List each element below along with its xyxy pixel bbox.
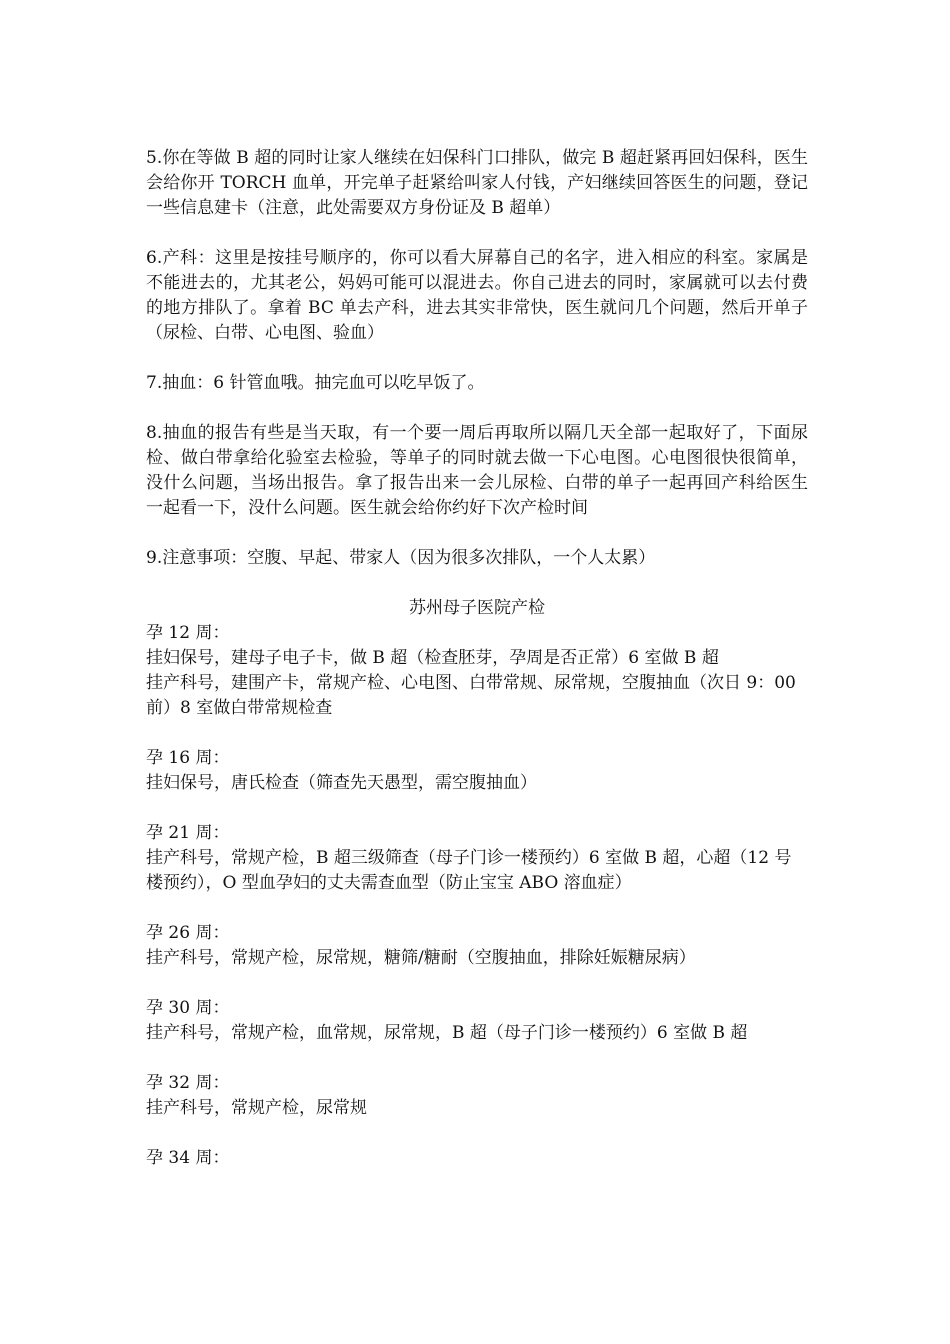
week-label: 孕 26 周： xyxy=(146,923,230,943)
week-block-30 xyxy=(146,996,808,1046)
step-paragraph-7: 7.抽血：6 针管血哦。抽完血可以吃早饭了。 xyxy=(146,373,485,393)
week-line: 挂产科号，常规产检，尿常规 xyxy=(146,1098,367,1118)
week-line: 挂产科号，常规产检，血常规，尿常规，B 超（母子门诊一楼预约）6 室做 B 超 xyxy=(146,1023,748,1043)
week-block-16 xyxy=(146,746,808,796)
week-line: 挂妇保号，建母子电子卡，做 B 超（检查胚芽，孕周是否正常）6 室做 B 超 xyxy=(146,648,719,668)
week-label: 孕 12 周： xyxy=(146,623,230,643)
week-block-32 xyxy=(146,1071,808,1121)
week-label: 孕 32 周： xyxy=(146,1073,230,1093)
week-block-12 xyxy=(146,621,808,721)
week-block-21 xyxy=(146,821,808,896)
step-paragraph-6: 6.产科：这里是按挂号顺序的，你可以看大屏幕自己的名字，进入相应的科室。家属是不能进去的，尤其老公，妈妈可能可以混进去。你自己进去的同时，家属就可以去付费的地方排队了。拿着 BC 单去产科，进去其实非常快，医生就问几个问题，然后开单子（尿检、白带、心电图、验血） xyxy=(146,248,808,343)
step-paragraph-9: 9.注意事项：空腹、早起、带家人（因为很多次排队，一个人太累） xyxy=(146,548,656,568)
week-line: 挂妇保号，唐氏检查（筛查先天愚型，需空腹抽血） xyxy=(146,773,537,793)
week-label: 孕 16 周： xyxy=(146,748,230,768)
step-paragraph-5: 5.你在等做 B 超的同时让家人继续在妇保科门口排队，做完 B 超赶紧再回妇保科，医生会给你开 TORCH 血单，开完单子赶紧给叫家人付钱，产妇继续回答医生的问题，登记一些信息建卡（注意，此处需要双方身份证及 B 超单） xyxy=(146,148,808,218)
week-label: 孕 34 周： xyxy=(146,1148,230,1168)
week-line: 挂产科号，常规产检，B 超三级筛查（母子门诊一楼预约）6 室做 B 超，心超（12 号楼预约），O 型血孕妇的丈夫需查血型（防止宝宝 ABO 溶血症） xyxy=(146,848,792,893)
document-page xyxy=(146,146,808,1196)
step-paragraph-8: 8.抽血的报告有些是当天取，有一个要一周后再取所以隔几天全部一起取好了，下面尿检、做白带拿给化验室去检验，等单子的同时就去做一下心电图。心电图很快很简单，没什么问题，当场出报告。拿了报告出来一会儿尿检、白带的单子一起再回产科给医生一起看一下，没什么问题。医生就会给你约好下次产检时间 xyxy=(146,423,808,518)
week-block-34 xyxy=(146,1146,808,1171)
week-label: 孕 30 周： xyxy=(146,998,230,1018)
week-line: 挂产科号，建围产卡，常规产检、心电图、白带常规、尿常规，空腹抽血（次日 9：00 前）8 室做白带常规检查 xyxy=(146,673,796,718)
section-title: 苏州母子医院产检 xyxy=(409,598,545,618)
week-label: 孕 21 周： xyxy=(146,823,230,843)
week-line: 挂产科号，常规产检，尿常规，糖筛/糖耐（空腹抽血，排除妊娠糖尿病） xyxy=(146,948,696,968)
week-block-26 xyxy=(146,921,808,971)
